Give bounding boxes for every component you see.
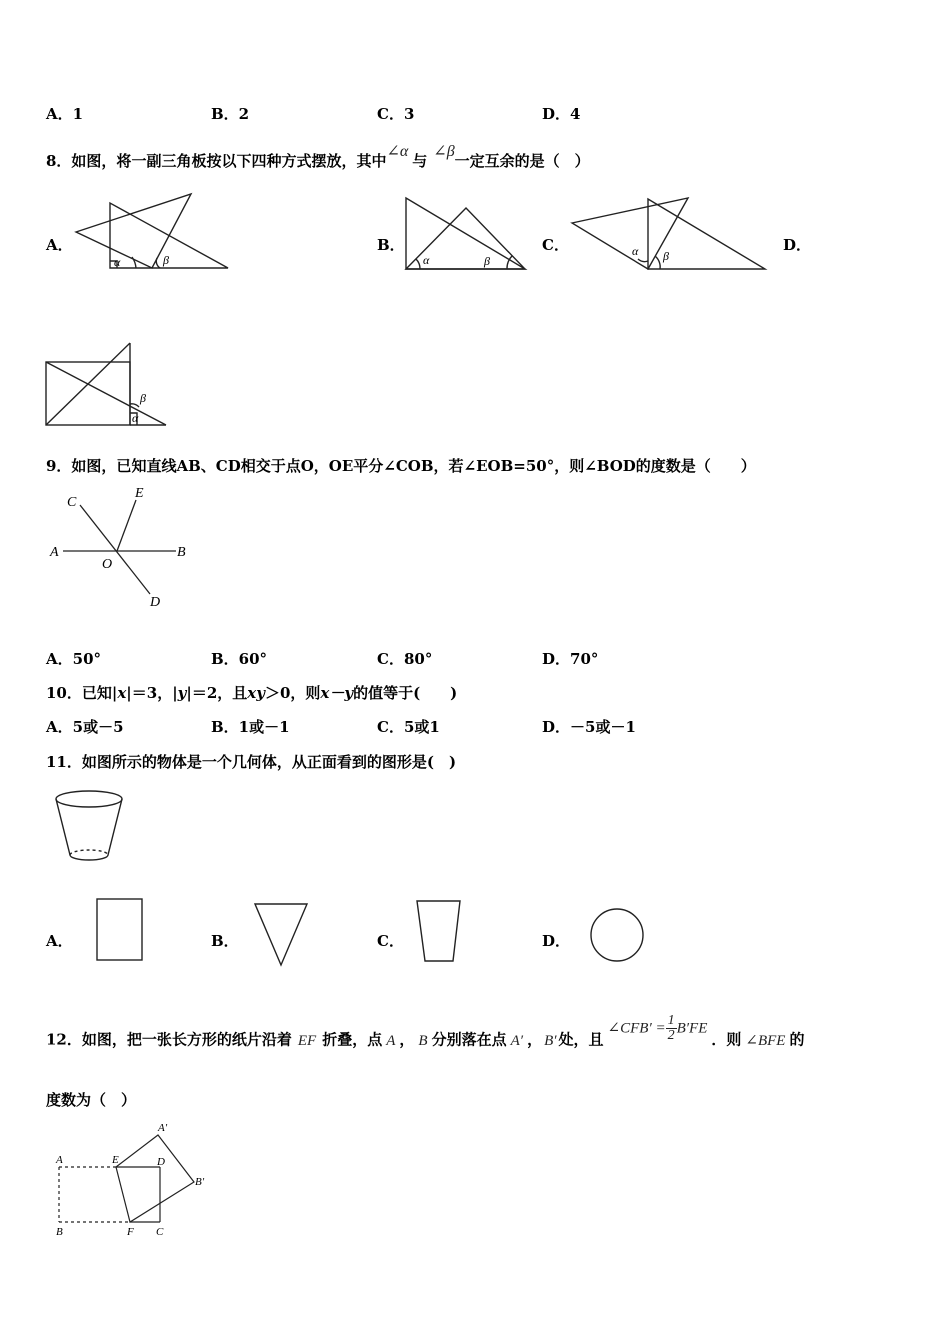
q12-sep1: ， [399,1030,415,1049]
q11-label-c[interactable]: C． [377,932,404,950]
q12-label-f: F [127,1226,134,1238]
q8-stem-post: 一定互余的是（ ） [454,152,590,170]
q12-point-b: B [418,1032,428,1049]
q12-eq-right: B′FE [676,1020,708,1037]
q12-label-e: E [112,1154,119,1166]
q9-label-o: O [102,557,113,572]
q12-stem-part3: 分别落在点 [431,1030,507,1049]
q8-figure-c-alpha: α [632,244,639,258]
q8-label-a[interactable]: A． [46,236,73,254]
q8-figure-a-alpha: α [114,255,121,269]
q12-label-a: A [56,1154,63,1166]
q8-figure-d-alpha: α [132,411,139,425]
q7-option-c[interactable]: C．3 [377,105,415,123]
q11-label-a[interactable]: A． [46,932,73,950]
q9-option-b[interactable]: B．60° [211,650,268,668]
q8-label-b[interactable]: B． [377,236,405,254]
q12-point-b-prime: B′ [544,1032,557,1049]
q12-label-c: C [156,1226,164,1238]
q12-stem-line2: 度数为（ ） [46,1091,137,1109]
q10-option-c[interactable]: C．5或1 [377,718,440,736]
q8-stem-mid: 与 [412,152,428,170]
q9-label-b: B [177,545,186,560]
q12-label-a-prime: A′ [158,1122,168,1134]
q9-label-e: E [135,486,144,501]
q12-sep2: ， [527,1030,543,1049]
q8-figure-d-beta: β [140,391,146,405]
q10-option-a[interactable]: A．5或－5 [46,718,124,736]
q11-label-d[interactable]: D． [542,932,571,950]
q10-var-x: x [117,684,127,702]
q12-label-d: D [157,1156,165,1168]
q12-stem-part5: ．则 [711,1030,742,1049]
q10-var-y: y [177,684,187,702]
q12-stem-part2: 折叠，点 [322,1030,383,1049]
q8-beta: ∠β [433,143,455,160]
q10-expr-x-minus-y: x－y [320,684,354,702]
q12-segment-ef: EF [297,1032,317,1049]
q8-figure-c-beta: β [663,249,669,263]
q9-option-c[interactable]: C．80° [377,650,433,668]
q8-figure-b-beta: β [484,254,490,268]
q8-label-d[interactable]: D． [783,236,812,254]
q9-label-d: D [150,595,161,610]
q10-stem-part2: |＝3，| [126,684,178,702]
q7-option-d[interactable]: D．4 [542,105,581,123]
q10-option-b[interactable]: B．1或－1 [211,718,290,736]
q10-stem-part1: 10．已知| [46,684,118,702]
q7-option-b[interactable]: B．2 [211,105,250,123]
q12-eq-left: ∠CFB′ = [607,1020,666,1037]
q12-label-b: B [56,1226,63,1238]
q9-label-a: A [50,545,59,560]
q12-label-b-prime: B′ [195,1176,205,1188]
q7-option-a[interactable]: A．1 [46,105,84,123]
q9-option-d[interactable]: D．70° [542,650,599,668]
q12-stem-part1: 12．如图，把一张长方形的纸片沿着 [46,1030,292,1049]
q8-stem-pre: 8．如图，将一副三角板按以下四种方式摆放，其中 [46,152,387,170]
q10-option-d[interactable]: D．－5或－1 [542,718,636,736]
q9-stem: 9．如图，已知直线AB、CD相交于点O，OE平分∠COB，若∠EOB=50°，则∠BOD的度数是（ ） [46,457,756,475]
q11-stem: 11．如图所示的物体是一个几何体，从正面看到的图形是( ) [46,753,457,771]
q10-var-xy: xy [247,684,265,702]
q8-label-c[interactable]: C． [542,236,569,254]
q10-stem-part5: 的值等于( ) [353,684,458,702]
q8-alpha: ∠α [386,143,409,160]
q12-frac-num: 1 [667,1013,675,1028]
q12-angle-bfe: ∠BFE [745,1032,786,1049]
q12-frac-den: 2 [667,1028,675,1043]
q12-point-a: A [386,1032,396,1049]
q9-label-c: C [67,495,77,510]
q8-figure-b-alpha: α [423,253,430,267]
q12-stem-part4: 处，且 [558,1030,604,1049]
q8-figure-a-beta: β [163,253,169,267]
q11-label-b[interactable]: B． [211,932,239,950]
q12-point-a-prime: A′ [510,1032,524,1049]
q10-stem-part4: ＞0，则 [264,684,321,702]
q10-stem-part3: |＝2，且 [186,684,248,702]
q9-option-a[interactable]: A．50° [46,650,102,668]
q12-stem-part6: 的 [789,1030,805,1049]
